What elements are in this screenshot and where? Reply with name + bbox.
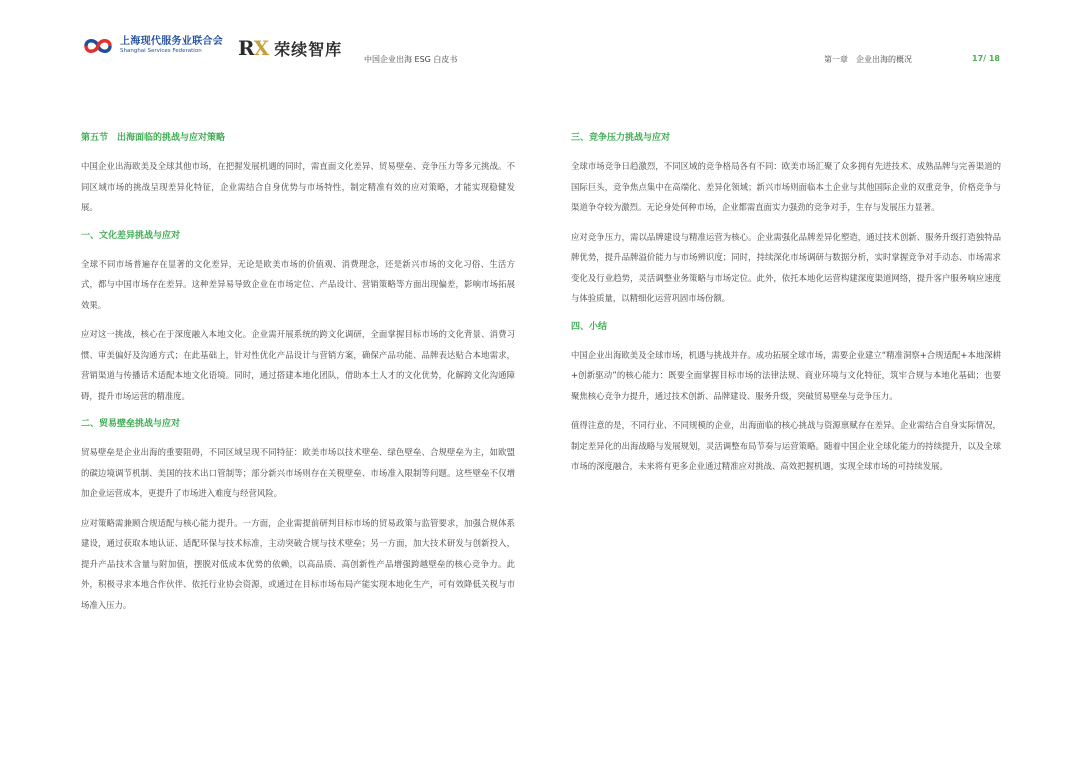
right-column [571,131,1001,477]
heading-competition: 三、竞争压力挑战与应对 [571,133,671,143]
federation-emblem-icon [84,36,114,56]
federation-name-en: Shanghai Services Federation [120,48,202,55]
heading-summary: 四、小结 [571,321,608,332]
shanghai-services-federation-logo [84,36,223,56]
paragraph-cultural-1: 全球不同市场普遍存在显著的文化差异，无论是欧美市场的价值观、消费理念，还是新兴市场的文化习俗、生活方式，都与中国市场存在差异。这种差异易导致企业在市场定位、产品设计、营销策略等方面出现偏差，影响市场拓展效果。 [81,258,515,310]
heading-trade-barriers: 二、贸易壁垒挑战与应对 [81,419,181,429]
section-heading: 第五节 出海面临的挑战与应对策略 [81,133,226,143]
paragraph-trade-1: 贸易壁垒是企业出海的重要阻碍，不同区域呈现不同特征：欧美市场以技术壁垒、绿色壁垒、合规壁垒为主，如欧盟的碳边境调节机制、美国的技术出口管制等；部分新兴市场则存在关税壁垒、市场准入限制等问题。这些壁垒不仅增加企业运营成本，更提升了市场进入难度与经营风险。 [81,447,515,498]
document-title: 中国企业出海 ESG 白皮书 [364,55,458,64]
paragraph-competition-2: 应对竞争压力，需以品牌建设与精准运营为核心。企业需强化品牌差异化塑造，通过技术创新、服务升级打造独特品牌优势，提升品牌溢价能力与市场辨识度；同时，持续深化市场调研与数据分析，实时掌握竞争对手动态、市场需求变化及行业趋势，灵活调整业务策略与市场定位。此外，依托本地化运营构建深度渠道网络，提升客户服务响应速度与体验质量，以精细化运营巩固市场份额。 [571,231,1001,303]
paragraph-summary-2: 值得注意的是，不同行业、不同规模的企业，出海面临的核心挑战与资源禀赋存在差异。企业需结合自身实际情况，制定差异化的出海战略与发展规划，灵活调整布局节奏与运营策略。随着中国企业全球化能力的持续提升，以及全球市场的深度融合，未来将有更多企业通过精准应对挑战、高效把握机遇，实现全球市场的可持续发展。 [571,420,1001,471]
page-number: 17/ 18 [972,54,1000,63]
think-tank-name: 荣续智库 [274,39,343,59]
rx-mark-icon: RX [238,36,269,60]
intro-paragraph: 中国企业出海欧美及全球其他市场，在把握发展机遇的同时，需直面文化差异、贸易壁垒、竞争压力等多元挑战。不同区域市场的挑战呈现差异化特征，企业需结合自身优势与市场特性，制定精准有效的应对策略，才能实现稳健发展。 [81,161,515,212]
left-column [81,131,515,615]
paragraph-summary-1: 中国企业出海欧美及全球市场，机遇与挑战并存。成功拓展全球市场，需要企业建立“精准洞察+合规适配+本地深耕+创新驱动”的核心能力：既要全面掌握目标市场的法律法规、商业环境与文化特征，筑牢合规与本地化基础；也要聚焦核心竞争力提升，通过技术创新、品牌建设、服务升级，突破贸易壁垒与竞争压力。 [571,349,1001,401]
page-header [0,0,1080,80]
paragraph-cultural-2: 应对这一挑战，核心在于深度融入本地文化。企业需开展系统的跨文化调研，全面掌握目标市场的文化背景、消费习惯、审美偏好及沟通方式；在此基础上，针对性优化产品设计与营销方案，确保产品功能、品牌表达贴合本地需求，营销渠道与传播话术适配本地文化语境。同时，通过搭建本地化团队，借助本土人才的文化优势，化解跨文化沟通障碍，提升市场运营的精准度。 [81,329,515,401]
paragraph-trade-2: 应对策略需兼顾合规适配与核心能力提升。一方面，企业需提前研判目标市场的贸易政策与监管要求，加强合规体系建设，通过获取本地认证、适配环保与技术标准，主动突破合规与技术壁垒；另一方面，加大技术研发与创新投入，提升产品技术含量与附加值，摆脱对低成本优势的依赖，以高品质、高创新性产品增强跨越壁垒的核心竞争力。此外，积极寻求本地合作伙伴、依托行业协会资源，或通过在目标市场布局产能实现本地化生产，可有效降低关税与市场准入压力。 [81,517,515,610]
heading-cultural-differences: 一、文化差异挑战与应对 [81,230,181,241]
federation-name-cn: 上海现代服务业联合会 [120,36,223,48]
chapter-title: 第一章 企业出海的概况 [824,55,912,64]
paragraph-competition-1: 全球市场竞争日趋激烈，不同区域的竞争格局各有不同：欧美市场汇聚了众多拥有先进技术、成熟品牌与完善渠道的国际巨头，竞争焦点集中在高端化、差异化领域；新兴市场则面临本土企业与其他国际企业的双重竞争，价格竞争与渠道争夺较为激烈。无论身处何种市场，企业都需直面实力强劲的竞争对手，生存与发展压力显著。 [571,161,1001,212]
rongxu-think-tank-logo [238,36,342,60]
